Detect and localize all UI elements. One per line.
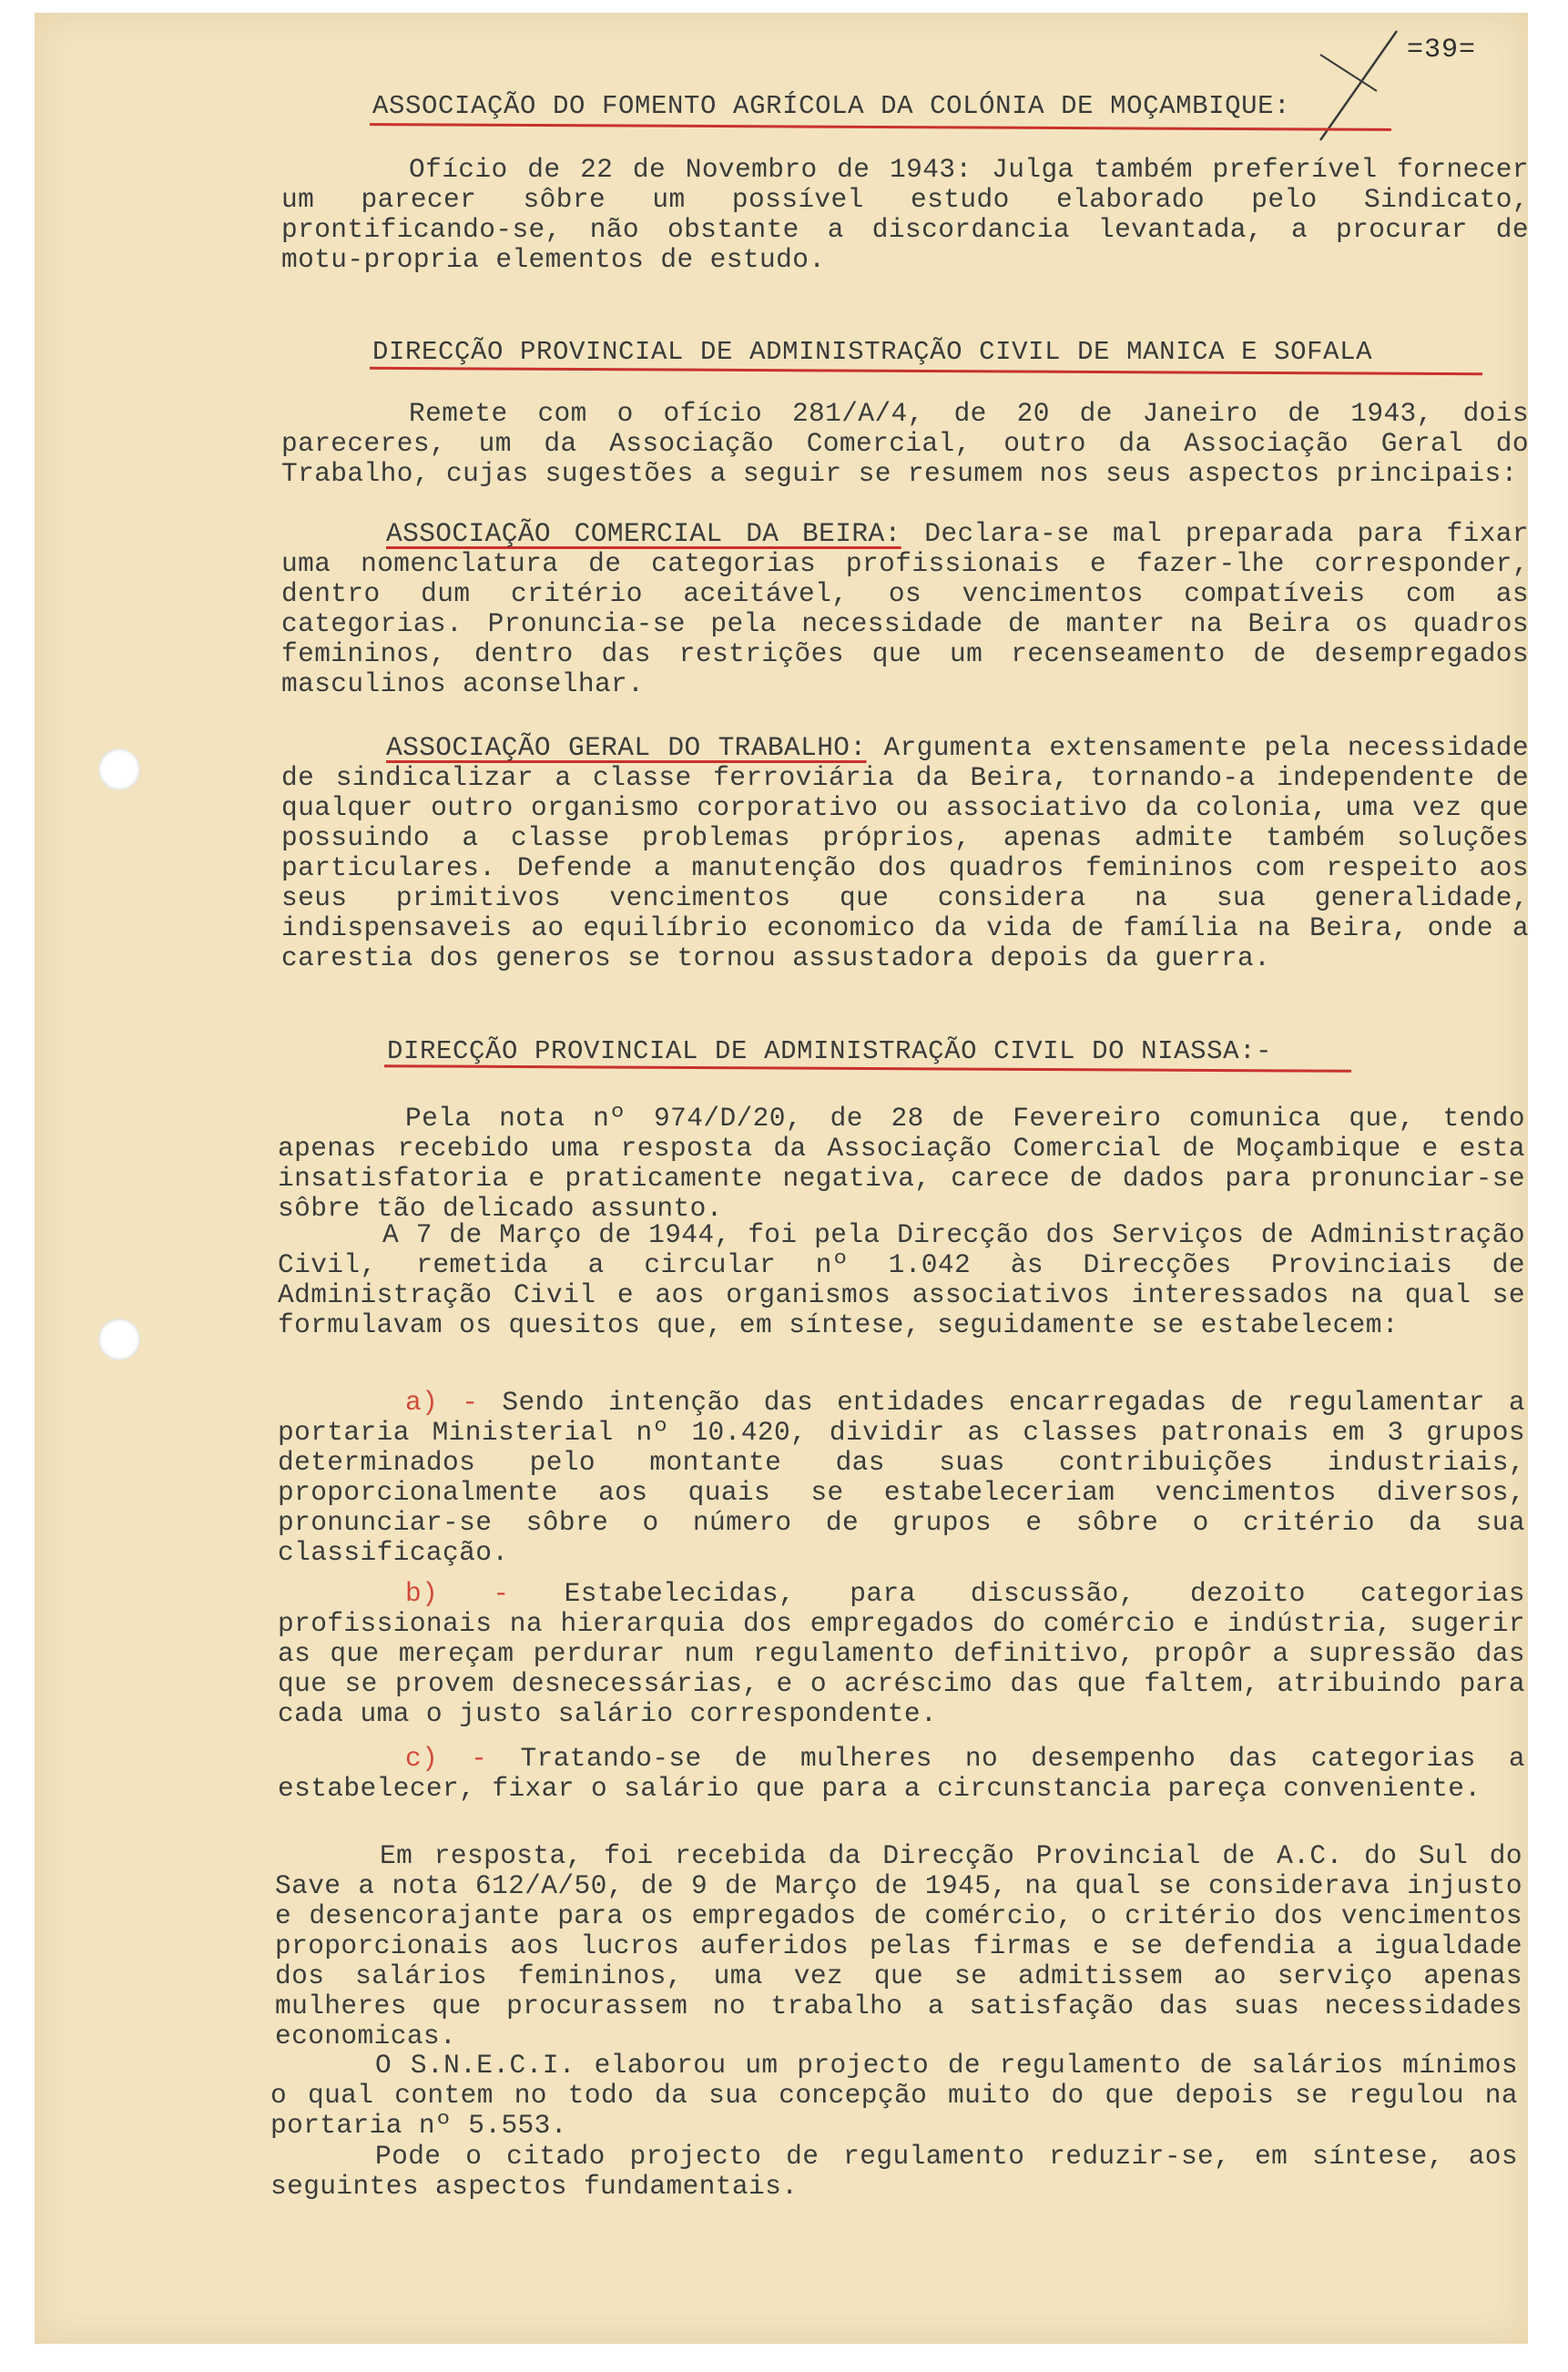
paragraph-oficio-novembro: Ofício de 22 de Novembro de 1943: Julga também preferível fornecer um parecer sôbre um possível estudo elaborado pelo Sindicato, prontificando-se, não obstante a discordancia levantada, a procurar de motu-propria elementos de estudo. xyxy=(281,154,1529,275)
heading-niassa: DIRECÇÃO PROVINCIAL DE ADMINISTRAÇÃO CIVIL DO NIASSA:- xyxy=(387,1036,1273,1066)
item-a-text: Sendo intenção das entidades encarregadas de regulamentar a portaria Ministerial nº 10.420, dividir as classes patronais em 3 grupos determinados pelo montante das suas contribuições industriais, proporcionalmente aos quais se estabeleceriam vencimentos diversos, pronunciar-se sôbre o número de grupos e sôbre o critério da sua classificação. xyxy=(278,1387,1525,1568)
margin-slash-mark xyxy=(1313,27,1404,144)
text-associacao-comercial-beira: Declara-se mal preparada para fixar uma nomenclatura de categorias profissionais e fazer-lhe corresponder, dentro dum critério aceitável, os vencimentos compatíveis com as categorias. Pronuncia-se pela necessidade de manter na Beira os quadros femininos, dentro das restrições que um recenseamento de desempregados masculinos aconselhar. xyxy=(281,518,1529,699)
item-a xyxy=(278,1388,1525,1568)
label-associacao-geral-trabalho: ASSOCIAÇÃO GERAL DO TRABALHO: xyxy=(386,732,867,763)
heading-manica-sofala: DIRECÇÃO PROVINCIAL DE ADMINISTRAÇÃO CIVIL DE MANICA E SOFALA xyxy=(372,337,1373,367)
page-number: =39= xyxy=(1407,35,1477,66)
item-c-text: Tratando-se de mulheres no desempenho das categorias a estabelecer, fixar o salário que para a circunstancia pareça conveniente. xyxy=(278,1743,1525,1804)
paragraph-nota-974: Pela nota nº 974/D/20, de 28 de Fevereiro comunica que, tendo apenas recebido uma resposta da Associação Comercial de Moçambique e esta insatisfatoria e praticamente negativa, carece de dados para pronunciar-se sôbre tão delicado assunto. xyxy=(278,1103,1525,1224)
paragraph-aspectos-fundamentais: Pode o citado projecto de regulamento reduzir-se, em síntese, aos seguintes aspectos fundamentais. xyxy=(270,2141,1518,2202)
item-c xyxy=(278,1744,1525,1804)
item-c-marker: c) - xyxy=(405,1743,488,1774)
item-a-marker: a) - xyxy=(405,1387,479,1418)
paragraph-resposta-sul-save: Em resposta, foi recebida da Direcção Provincial de A.C. do Sul do Save a nota 612/A/50, de 9 de Março de 1945, na qual se considerava injusto e desencorajante para os empregados de comércio, o critério dos vencimentos proporcionais aos lucros auferidos pelas firmas e se defendia a igualdade dos salários femininos, uma vez que se admitissem ao serviço apenas mulheres que procurassem no trabalho a satisfação das suas necessidades economicas. xyxy=(275,1840,1522,2051)
paragraph-associacao-comercial-beira xyxy=(281,519,1529,699)
item-b-text: Estabelecidas, para discussão, dezoito categorias profissionais na hierarquia dos empregados do comércio e indústria, sugerir as que mereçam perdurar num regulamento definitivo, propôr a supressão das que se provem desnecessárias, e o acréscimo das que faltem, atribuindo para cada uma o justo salário correspondente. xyxy=(278,1578,1525,1729)
item-b-marker: b) - xyxy=(405,1578,510,1609)
paragraph-associacao-geral-trabalho xyxy=(281,733,1529,973)
punch-hole-upper xyxy=(98,748,140,790)
punch-hole-lower xyxy=(98,1318,140,1360)
text-associacao-geral-trabalho: Argumenta extensamente pela necessidade de sindicalizar a classe ferroviária da Beira, tornando-a independente de qualquer outro organismo corporativo ou associativo da colonia, uma vez que possuindo a classe problemas próprios, apenas admite também soluções particulares. Defende a manutenção dos quadros femininos com respeito aos seus primitivos vencimentos que considera na sua generalidade, indispensaveis ao equilíbrio economico da vida de família na Beira, onde a carestia dos generos se tornou assustadora depois da guerra. xyxy=(281,732,1529,973)
item-b xyxy=(278,1579,1525,1729)
paragraph-snec-projecto: O S.N.E.C.I. elaborou um projecto de regulamento de salários mínimos o qual contem no todo da sua concepção muito do que depois se regulou na portaria nº 5.553. xyxy=(270,2050,1518,2141)
paragraph-circular-1042: A 7 de Março de 1944, foi pela Direcção dos Serviços de Administração Civil, remetida a circular nº 1.042 às Direcções Provinciais de Administração Civil e aos organismos associativos interessados na qual se formulavam os quesitos que, em síntese, seguidamente se estabelecem: xyxy=(278,1219,1525,1340)
label-associacao-comercial-beira: ASSOCIAÇÃO COMERCIAL DA BEIRA: xyxy=(386,518,901,549)
paragraph-remete-oficio: Remete com o ofício 281/A/4, de 20 de Janeiro de 1943, dois pareceres, um da Associação Comercial, outro da Associação Geral do Trabalho, cujas sugestões a seguir se resumem nos seus aspectos principais: xyxy=(281,398,1529,489)
heading-fomento-agricola: ASSOCIAÇÃO DO FOMENTO AGRÍCOLA DA COLÓNIA DE MOÇAMBIQUE: xyxy=(372,91,1291,121)
